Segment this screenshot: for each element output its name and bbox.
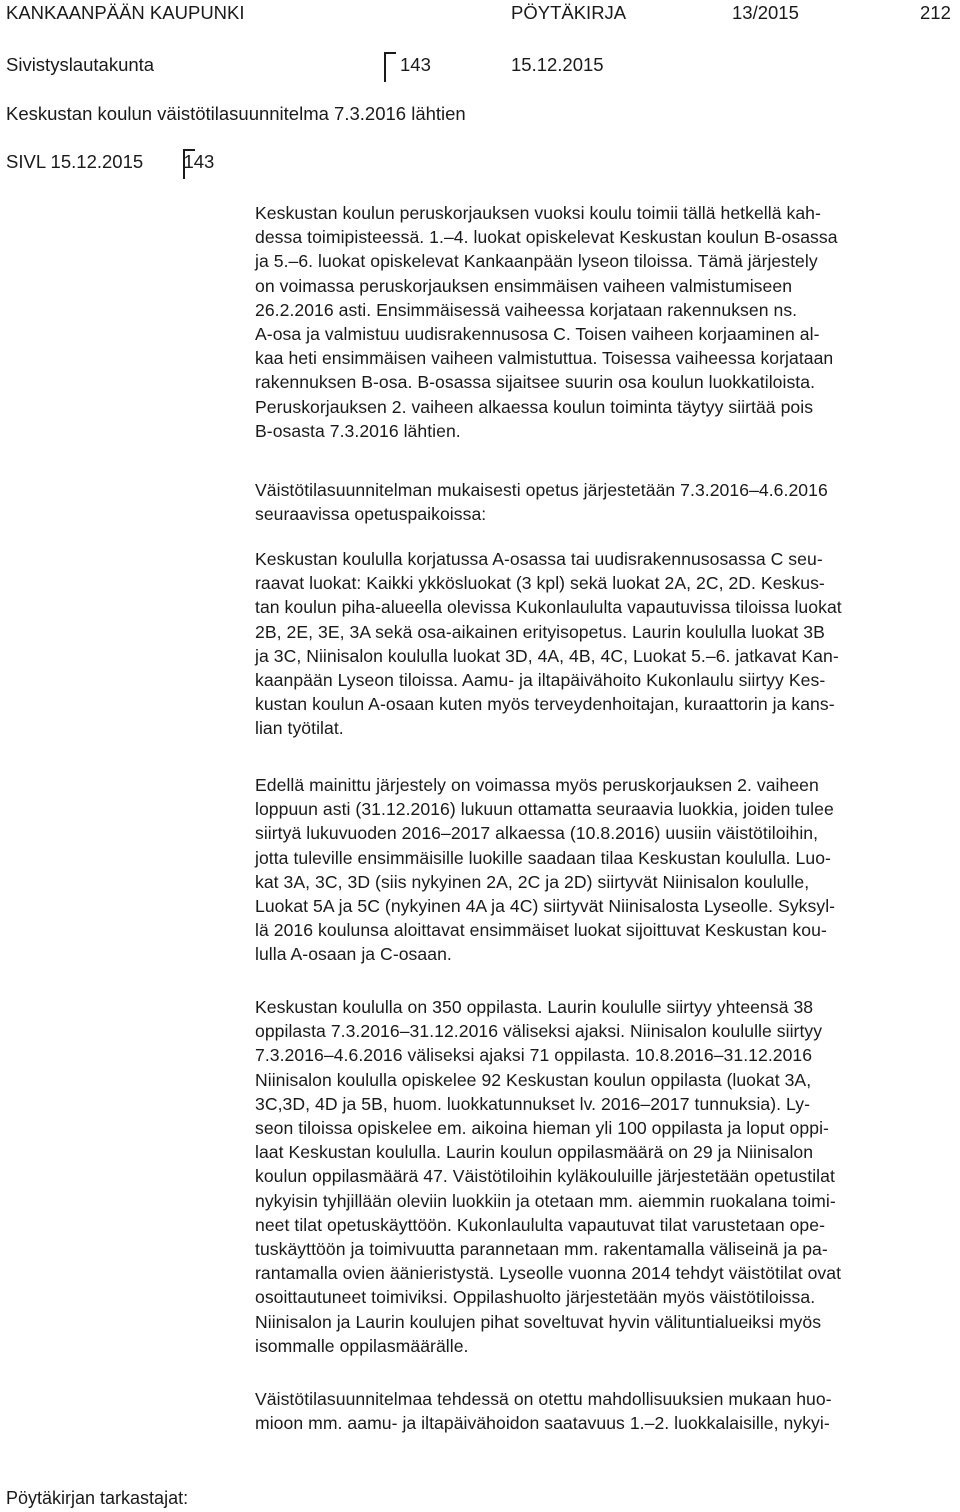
document-type: PÖYTÄKIRJA bbox=[511, 2, 627, 23]
organization-name: KANKAANPÄÄN KAUPUNKI bbox=[6, 2, 245, 23]
paragraph: Edellä mainittu järjestely on voimassa myös peruskorjauksen 2. vaiheen loppuun asti (31.12.2016) lukuun ottamatta seuraavia luokkia, joiden tulee siirtyä lukuvuoden 2016–2017 alkaessa (10.8.2016) uusiin väistötiloihin, jotta tuleville ensimmäisille luokille saadaan tilaa Keskustan koululla. Luo- kat 3A, 3C, 3D (siis nykyinen 2A, 2C ja 2D) siirtyvät Niinisalon koululle, Luokat 5A ja 5C (nykyinen 4A ja 4C) siirtyvät Niinisalosta Lyseolle. Syksyl- lä 2016 koulunsa aloittavat ensimmäiset luokat sijoittuvat Keskustan kou- lulla A-osaan ja C-osaan. bbox=[255, 775, 836, 965]
page-number: 212 bbox=[920, 2, 951, 23]
committee-name: Sivistyslautakunta bbox=[6, 54, 155, 75]
paragraph: Väistötilasuunnitelman mukaisesti opetus järjestetään 7.3.2016–4.6.2016 seuraavissa opetuspaikoissa: bbox=[255, 480, 828, 525]
paragraph: Keskustan koululla on 350 oppilasta. Laurin koululle siirtyy yhteensä 38 oppilasta 7.3.2016–31.12.2016 väliseksi ajaksi. Niinisalon koululle siirtyy 7.3.2016–4.6.2016 väliseksi ajaksi 71 oppilasta. 10.8.2016–31.12.2016 Niinisalon koululla opiskelee 92 Keskustan koulun oppilasta (luokat 3A, 3C,3D, 4D ja 5B, huom. luokkatunnukset lv. 2016–2017 tunnuksia). Ly- seon tiloissa opiskelee em. aikoina hieman yli 100 oppilasta ja loput oppi- laat Keskustan koululla. Laurin koulun oppilasmäärä on 29 ja Niinisalon koulun oppilasmäärä 47. Väistötiloihin kyläkouluille järjestetään opetustilat nykyisin tyhjillään oleviin luokkiin ja otetaan mm. aiemmin ruokalana toimi- neet tilat opetuskäyttöön. Kukonlaululta vapautuvat tilat varustetaan ope- tuskäyttöön ja toimivuutta parannetaan mm. rakentamalla väliseinä ja pa- rantamalla ovien äänieristystä. Lyseolle vuonna 2014 tehdyt väistötilat ovat osoittautuneet toimiviksi. Oppilashuolto järjestetään myös väistötiloissa. Niinisalon ja Laurin koulujen pihat soveltuvat hyvin välituntialueiksi myös isommalle oppilasmäärälle. bbox=[255, 997, 842, 1356]
paragraph: Keskustan koululla korjatussa A-osassa tai uudisrakennusosassa C seu- raavat luokat: Kaikki ykkösluokat (3 kpl) sekä luokat 2A, 2C, 2D. Keskus- tan koulun piha-alueella olevissa Kukonlaululta vapautuvissa tiloissa luokat 2B, 2E, 3E, 3A sekä osa-aikainen erityisopetus. Laurin koululla luokat 3B ja 3C, Niinisalon koululla luokat 3D, 4A, 4B, 4C, Luokat 5.–6. jatkavat Kan- kaanpään Lyseon tiloissa. Aamu- ja iltapäivähoito Kukonlaulu siirtyy Kes- kustan koulun A-osaan kuten myös terveydenhoitajan, kuraattorin ja kans- lian työtilat. bbox=[255, 549, 842, 739]
paragraph: Väistötilasuunnitelmaa tehdessä on otettu mahdollisuuksien mukaan huo- mioon mm. aamu- ja iltapäivähoidon saatavuus 1.–2. luokkalaisille, nykyi- bbox=[255, 1389, 832, 1434]
section-sign-icon bbox=[384, 52, 396, 82]
paragraph: Keskustan koulun peruskorjauksen vuoksi koulu toimii tällä hetkellä kah- dessa toimipisteessä. 1.–4. luokat opiskelevat Keskustan koulun B-osassa ja 5.–6. luokat opiskelevat Kankaanpään lyseon tiloissa. Tämä järjestely on voimassa peruskorjauksen ensimmäisen vaiheen valmistumiseen 26.2.2016 asti. Ensimmäisessä vaiheessa korjataan rakennuksen ns. A-osa ja valmistuu uudisrakennusosa C. Toisen vaiheen korjaaminen al- kaa heti ensimmäisen vaiheen valmistuttua. Toisessa vaiheessa korjataan rakennuksen B-osa. B-osassa sijaitsee suurin osa koulun luokkatiloista. Peruskorjauksen 2. vaiheen alkaessa koulun toiminta täytyy siirtää pois B-osasta 7.3.2016 lähtien. bbox=[255, 203, 838, 441]
reference-section: 143 bbox=[183, 151, 215, 172]
section-number: 143 bbox=[400, 54, 431, 75]
meeting-date: 15.12.2015 bbox=[511, 54, 604, 75]
issue-number: 13/2015 bbox=[732, 2, 799, 23]
item-title: Keskustan koulun väistötilasuunnitelma 7.3.2016 lähtien bbox=[6, 103, 466, 124]
reference-prefix: SIVL 15.12.2015 bbox=[6, 151, 144, 172]
section-sign-icon bbox=[183, 149, 195, 179]
minutes-reviewers-label: Pöytäkirjan tarkastajat: bbox=[6, 1488, 189, 1508]
